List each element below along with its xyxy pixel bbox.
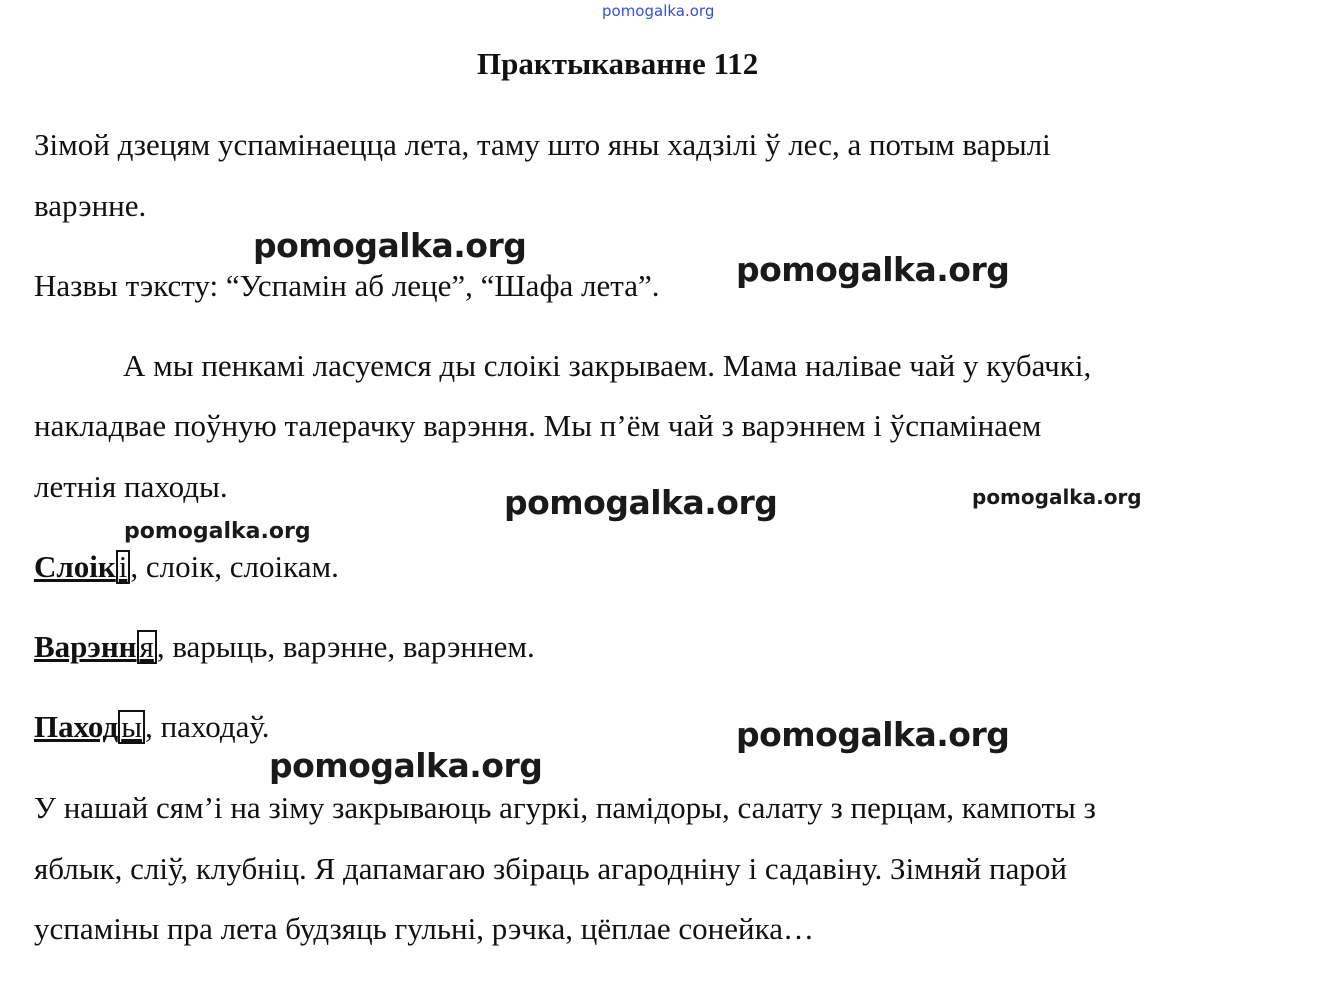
paragraph-3-line-3: успаміны пра лета будзяць гульні, рэчка, цёплае сонейка… [34, 911, 814, 946]
paragraph-2-line-3: летнія паходы. [34, 469, 228, 504]
word-relatives: , варыць, варэнне, варэннем. [156, 629, 535, 664]
word-stem: Паход [34, 709, 119, 744]
paragraph-3-line-2: яблык, сліў, клубніц. Я дапамагаю збіраць агародніну і садавіну. Зімняй парой [34, 851, 1067, 886]
word-stem: Варэнн [34, 629, 137, 664]
watermark-5: pomogalka.org [124, 519, 311, 544]
word-ending-box: ы [118, 710, 145, 744]
paragraph-2-line-2: накладвае поўную талерачку варэння. Мы п’ём чай з варэннем і ўспамінаем [34, 408, 1042, 443]
word-group-sloiki [34, 549, 339, 585]
word-ending-box: я [137, 630, 157, 664]
word-relatives: , слоік, слоікам. [130, 549, 339, 584]
watermark-3: pomogalka.org [504, 483, 778, 522]
watermark-top: pomogalka.org [602, 2, 715, 20]
word-group-varennia [34, 629, 535, 665]
exercise-title: Практыкаванне 112 [477, 46, 759, 81]
watermark-2: pomogalka.org [736, 250, 1010, 289]
word-stem: Слоік [34, 549, 116, 584]
paragraph-3-line-1: У нашай сям’і на зіму закрываюць агуркі, памідоры, салату з перцам, кампоты з [34, 790, 1096, 825]
word-relatives: , паходаў. [145, 709, 270, 744]
watermark-4: pomogalka.org [972, 485, 1142, 509]
watermark-6: pomogalka.org [736, 715, 1010, 754]
watermark-7: pomogalka.org [269, 746, 543, 785]
paragraph-2-line-1: А мы пенкамі ласуемся ды слоікі закрываем. Мама налівае чай у кубачкі, [123, 348, 1092, 383]
text-titles-line: Назвы тэксту: “Успамін аб леце”, “Шафа лета”. [34, 268, 660, 303]
watermark-1: pomogalka.org [253, 226, 527, 265]
word-ending-box: і [116, 550, 131, 584]
paragraph-1-line-1: Зімой дзецям успамінаецца лета, таму што яны хадзілі ў лес, а потым варылі [34, 127, 1051, 162]
paragraph-1-line-2: варэнне. [34, 188, 147, 223]
word-group-pakhody [34, 709, 270, 745]
